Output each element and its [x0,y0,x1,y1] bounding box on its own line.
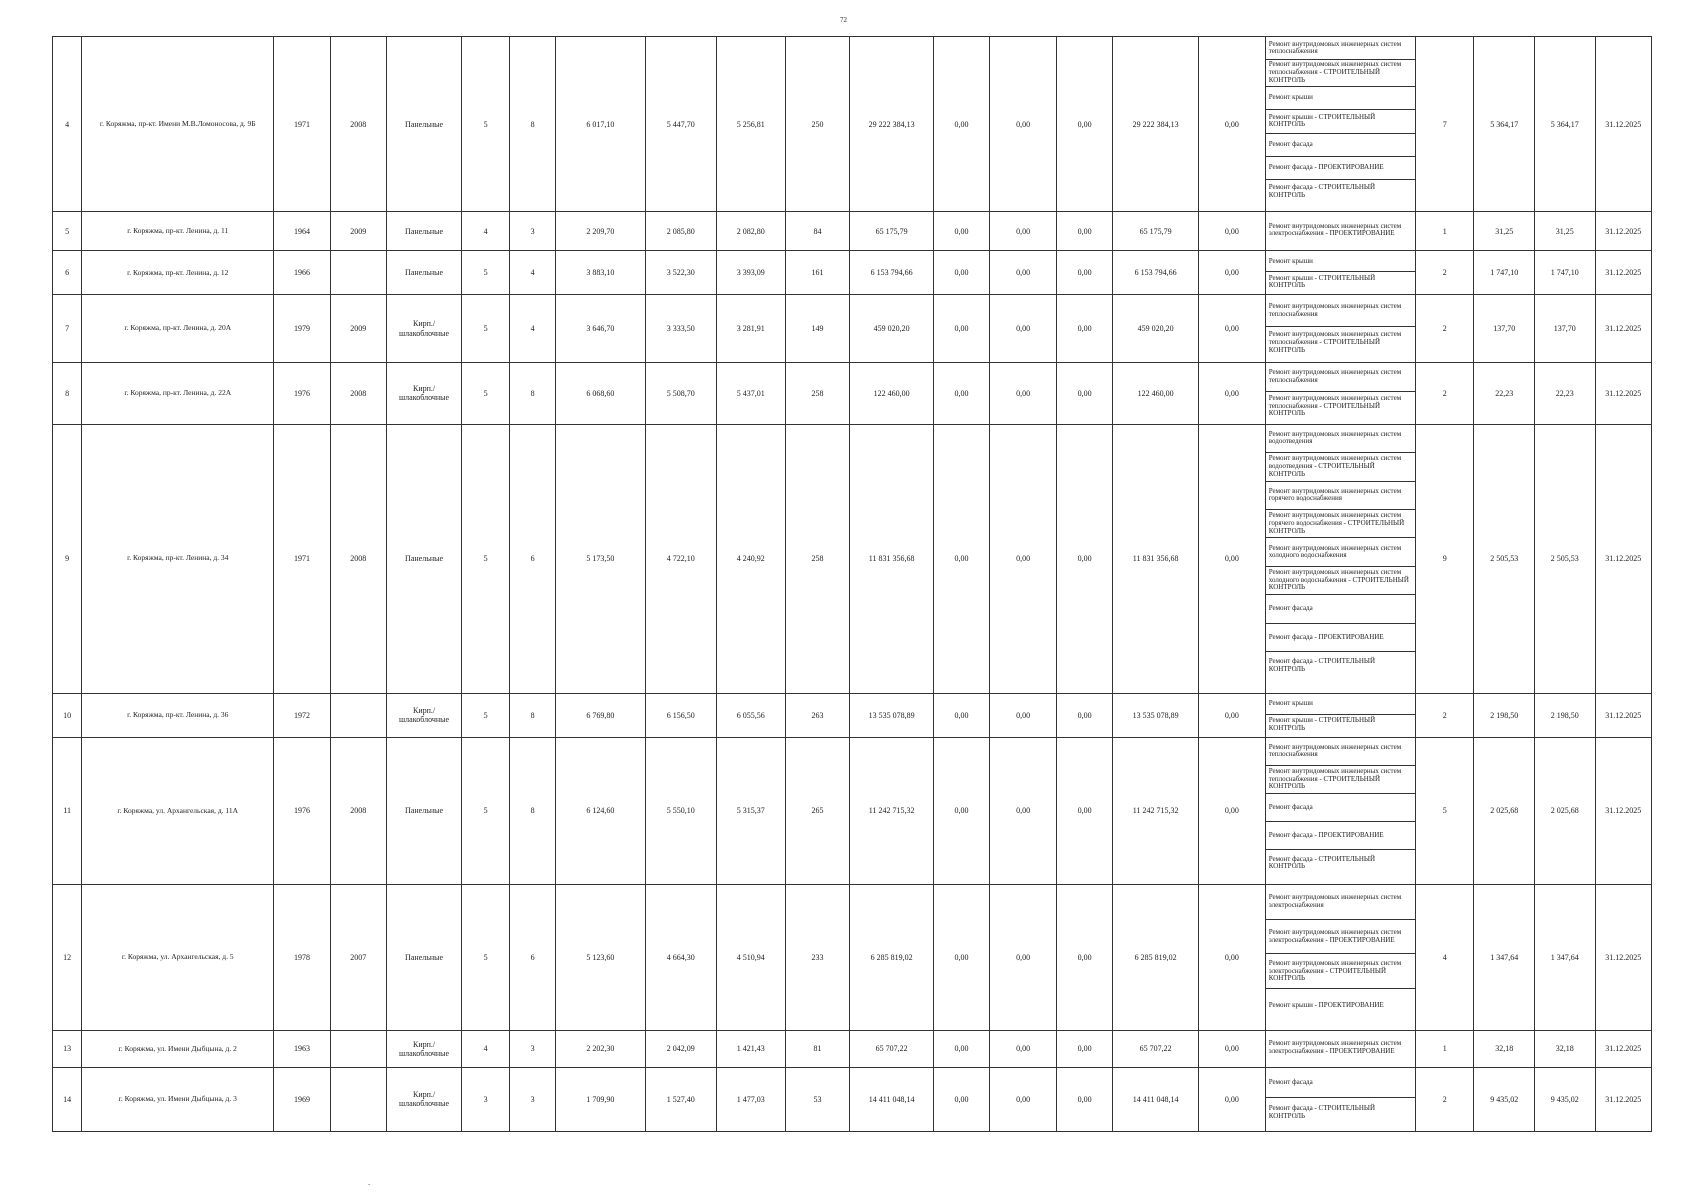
work-item: Ремонт фасада [1268,1077,1313,1086]
federal-fund-cell: 0,00 [933,251,989,295]
year-overhaul-cell: 2009 [330,295,386,362]
row-number: 10 [53,693,82,737]
floors-cell: 5 [462,362,510,424]
unit-limit-cell: 1 347,64 [1534,884,1595,1030]
unit-cost-cell: 31,25 [1474,212,1535,251]
living-area-cell: 5 508,70 [645,362,716,424]
unit-cost-cell: 1 347,64 [1474,884,1535,1030]
regional-fund-cell: 0,00 [990,1067,1057,1131]
table-row [53,737,1652,884]
table-row [53,251,1652,295]
work-item: Ремонт внутридомовых инженерных систем водоотведения [1268,429,1402,446]
year-overhaul-cell: 2007 [330,884,386,1030]
work-item: Ремонт фасада - СТРОИТЕЛЬНЫЙ КОНТРОЛЬ [1266,849,1415,877]
total-cost-cell: 11 831 356,68 [850,424,933,693]
residents-cell: 250 [785,37,850,212]
other-fund-cell: 0,00 [1198,212,1265,251]
unit-cost-cell: 137,70 [1474,295,1535,362]
municipal-fund-cell: 0,00 [1056,251,1112,295]
entrances-cell: 4 [510,251,556,295]
year-built-cell: 1966 [274,251,330,295]
total-area-cell: 5 123,60 [556,884,646,1030]
work-item: Ремонт фасада [1266,133,1415,156]
year-built-cell: 1964 [274,212,330,251]
other-fund-cell: 0,00 [1198,424,1265,693]
owners-fund-cell: 6 153 794,66 [1113,251,1199,295]
other-fund-cell: 0,00 [1198,37,1265,212]
living-area-cell: 2 085,80 [645,212,716,251]
work-item: Ремонт внутридомовых инженерных систем горячего водоснабжения [1266,481,1415,509]
work-count-cell: 2 [1416,1067,1474,1131]
floors-cell: 4 [462,212,510,251]
total-area-cell: 6 124,60 [556,737,646,884]
work-item: Ремонт фасада [1266,594,1415,622]
unit-cost-cell: 1 747,10 [1474,251,1535,295]
unit-cost-cell: 2 505,53 [1474,424,1535,693]
deadline-cell: 31.12.2025 [1595,884,1651,1030]
work-types-cell [1265,251,1415,295]
owners-fund-cell: 13 535 078,89 [1113,693,1199,737]
total-area-cell: 5 173,50 [556,424,646,693]
work-item: Ремонт внутридомовых инженерных систем теплоснабжения [1268,742,1402,759]
municipal-fund-cell: 0,00 [1056,212,1112,251]
work-item: Ремонт внутридомовых инженерных систем горячего водоснабжения - СТРОИТЕЛЬНЫЙ КОНТРОЛЬ [1266,509,1415,537]
table-row [53,1031,1652,1068]
residential-area-cell: 4 510,94 [716,884,785,1030]
residents-cell: 258 [785,362,850,424]
wall-material-cell: Панельные [386,251,461,295]
address-cell: г. Коряжма, пр-кт. Ленина, д. 36 [82,693,274,737]
residential-area-cell: 3 281,91 [716,295,785,362]
deadline-cell: 31.12.2025 [1595,1031,1651,1068]
other-fund-cell: 0,00 [1198,1031,1265,1068]
floors-cell: 5 [462,884,510,1030]
work-types-cell [1265,884,1415,1030]
row-number: 11 [53,737,82,884]
work-types-cell [1265,295,1415,362]
wall-material-cell: Кирп./ шлакоблочные [386,1067,461,1131]
year-overhaul-cell: 2008 [330,37,386,212]
total-cost-cell: 6 153 794,66 [850,251,933,295]
row-number: 9 [53,424,82,693]
federal-fund-cell: 0,00 [933,884,989,1030]
residential-area-cell: 1 421,43 [716,1031,785,1068]
work-types-cell [1265,37,1415,212]
work-item: Ремонт крыши [1266,86,1415,109]
floors-cell: 3 [462,1067,510,1131]
work-types-cell [1265,362,1415,424]
regional-fund-cell: 0,00 [990,884,1057,1030]
work-item: Ремонт крыши [1268,256,1313,265]
unit-cost-cell: 2 025,68 [1474,737,1535,884]
total-cost-cell: 459 020,20 [850,295,933,362]
total-area-cell: 6 068,60 [556,362,646,424]
year-built-cell: 1969 [274,1067,330,1131]
deadline-cell: 31.12.2025 [1595,1067,1651,1131]
row-number: 12 [53,884,82,1030]
total-area-cell: 6 017,10 [556,37,646,212]
residential-area-cell: 6 055,56 [716,693,785,737]
owners-fund-cell: 11 242 715,32 [1113,737,1199,884]
municipal-fund-cell: 0,00 [1056,362,1112,424]
year-overhaul-cell: 2008 [330,362,386,424]
work-item: Ремонт внутридомовых инженерных систем холодного водоснабжения [1266,537,1415,565]
work-count-cell: 2 [1416,693,1474,737]
year-overhaul-cell [330,1067,386,1131]
entrances-cell: 8 [510,37,556,212]
federal-fund-cell: 0,00 [933,424,989,693]
work-count-cell: 7 [1416,37,1474,212]
year-overhaul-cell: 2009 [330,212,386,251]
owners-fund-cell: 14 411 048,14 [1113,1067,1199,1131]
unit-limit-cell: 31,25 [1534,212,1595,251]
address-cell: г. Коряжма, ул. Имени Дыбцына, д. 3 [82,1067,274,1131]
year-overhaul-cell: 2008 [330,737,386,884]
work-types-cell [1265,424,1415,693]
deadline-cell: 31.12.2025 [1595,251,1651,295]
total-area-cell: 3 883,10 [556,251,646,295]
residents-cell: 233 [785,884,850,1030]
wall-material-cell: Панельные [386,737,461,884]
total-cost-cell: 13 535 078,89 [850,693,933,737]
work-types-cell [1265,737,1415,884]
work-item: Ремонт фасада - ПРОЕКТИРОВАНИЕ [1266,821,1415,849]
work-types-cell [1265,1067,1415,1131]
row-number: 8 [53,362,82,424]
living-area-cell: 3 333,50 [645,295,716,362]
table-row [53,295,1652,362]
work-item: Ремонт крыши - СТРОИТЕЛЬНЫЙ КОНТРОЛЬ [1266,109,1415,132]
owners-fund-cell: 11 831 356,68 [1113,424,1199,693]
year-built-cell: 1976 [274,737,330,884]
work-count-cell: 5 [1416,737,1474,884]
wall-material-cell: Кирп./ шлакоблочные [386,362,461,424]
work-item: Ремонт крыши - ПРОЕКТИРОВАНИЕ [1266,988,1415,1023]
federal-fund-cell: 0,00 [933,362,989,424]
other-fund-cell: 0,00 [1198,251,1265,295]
work-item: Ремонт внутридомовых инженерных систем электроснабжения - СТРОИТЕЛЬНЫЙ КОНТРОЛЬ [1266,953,1415,988]
municipal-fund-cell: 0,00 [1056,737,1112,884]
regional-fund-cell: 0,00 [990,362,1057,424]
entrances-cell: 3 [510,1031,556,1068]
work-item: Ремонт фасада - СТРОИТЕЛЬНЫЙ КОНТРОЛЬ [1266,651,1415,679]
address-cell: г. Коряжма, ул. Архангельская, д. 5 [82,884,274,1030]
address-cell: г. Коряжма, ул. Архангельская, д. 11А [82,737,274,884]
unit-limit-cell: 2 025,68 [1534,737,1595,884]
owners-fund-cell: 65 707,22 [1113,1031,1199,1068]
total-cost-cell: 65 707,22 [850,1031,933,1068]
year-built-cell: 1978 [274,884,330,1030]
living-area-cell: 5 550,10 [645,737,716,884]
address-cell: г. Коряжма, ул. Имени Дыбцына, д. 2 [82,1031,274,1068]
unit-cost-cell: 9 435,02 [1474,1067,1535,1131]
work-item: Ремонт внутридомовых инженерных систем водоотведения - СТРОИТЕЛЬНЫЙ КОНТРОЛЬ [1266,452,1415,480]
floors-cell: 5 [462,737,510,884]
wall-material-cell: Кирп./ шлакоблочные [386,693,461,737]
other-fund-cell: 0,00 [1198,1067,1265,1131]
residents-cell: 161 [785,251,850,295]
total-area-cell: 3 646,70 [556,295,646,362]
total-cost-cell: 14 411 048,14 [850,1067,933,1131]
work-count-cell: 1 [1416,1031,1474,1068]
work-item: Ремонт внутридомовых инженерных систем электроснабжения - ПРОЕКТИРОВАНИЕ [1266,919,1415,954]
work-item: Ремонт внутридомовых инженерных систем теплоснабжения [1268,302,1402,318]
work-item: Ремонт внутридомовых инженерных систем теплоснабжения - СТРОИТЕЛЬНЫЙ КОНТРОЛЬ [1266,765,1415,793]
unit-limit-cell: 5 364,17 [1534,37,1595,212]
wall-material-cell: Панельные [386,884,461,1030]
row-number: 7 [53,295,82,362]
year-built-cell: 1971 [274,424,330,693]
living-area-cell: 5 447,70 [645,37,716,212]
year-overhaul-cell [330,1031,386,1068]
address-cell: г. Коряжма, пр-кт. Ленина, д. 12 [82,251,274,295]
deadline-cell: 31.12.2025 [1595,424,1651,693]
work-item: Ремонт внутридомовых инженерных систем электроснабжения - ПРОЕКТИРОВАНИЕ [1268,221,1402,238]
table-row [53,37,1652,212]
unit-limit-cell: 22,23 [1534,362,1595,424]
owners-fund-cell: 65 175,79 [1113,212,1199,251]
work-types-cell [1265,212,1415,251]
owners-fund-cell: 29 222 384,13 [1113,37,1199,212]
unit-cost-cell: 2 198,50 [1474,693,1535,737]
work-count-cell: 2 [1416,362,1474,424]
deadline-cell: 31.12.2025 [1595,212,1651,251]
entrances-cell: 3 [510,212,556,251]
regional-fund-cell: 0,00 [990,1031,1057,1068]
other-fund-cell: 0,00 [1198,362,1265,424]
work-item: Ремонт внутридомовых инженерных систем теплоснабжения - СТРОИТЕЛЬНЫЙ КОНТРОЛЬ [1266,59,1415,85]
table-row [53,362,1652,424]
entrances-cell: 6 [510,884,556,1030]
floors-cell: 5 [462,693,510,737]
wall-material-cell: Кирп./ шлакоблочные [386,1031,461,1068]
work-count-cell: 4 [1416,884,1474,1030]
federal-fund-cell: 0,00 [933,737,989,884]
stray-mark: - [368,1180,371,1188]
municipal-fund-cell: 0,00 [1056,424,1112,693]
work-types-cell [1265,693,1415,737]
living-area-cell: 2 042,09 [645,1031,716,1068]
table-row [53,693,1652,737]
work-count-cell: 2 [1416,251,1474,295]
regional-fund-cell: 0,00 [990,37,1057,212]
address-cell: г. Коряжма, пр-кт. Ленина, д. 20А [82,295,274,362]
federal-fund-cell: 0,00 [933,212,989,251]
municipal-fund-cell: 0,00 [1056,37,1112,212]
entrances-cell: 8 [510,693,556,737]
repair-program-table [52,36,1652,1132]
year-overhaul-cell [330,251,386,295]
unit-cost-cell: 32,18 [1474,1031,1535,1068]
work-item: Ремонт фасада - ПРОЕКТИРОВАНИЕ [1266,623,1415,651]
federal-fund-cell: 0,00 [933,295,989,362]
owners-fund-cell: 459 020,20 [1113,295,1199,362]
work-item: Ремонт фасада - СТРОИТЕЛЬНЫЙ КОНТРОЛЬ [1266,1097,1415,1128]
other-fund-cell: 0,00 [1198,737,1265,884]
floors-cell: 5 [462,251,510,295]
floors-cell: 5 [462,424,510,693]
total-area-cell: 1 709,90 [556,1067,646,1131]
entrances-cell: 8 [510,737,556,884]
total-cost-cell: 65 175,79 [850,212,933,251]
deadline-cell: 31.12.2025 [1595,37,1651,212]
entrances-cell: 4 [510,295,556,362]
deadline-cell: 31.12.2025 [1595,693,1651,737]
floors-cell: 5 [462,37,510,212]
total-cost-cell: 29 222 384,13 [850,37,933,212]
table-row [53,884,1652,1030]
floors-cell: 5 [462,295,510,362]
residential-area-cell: 2 082,80 [716,212,785,251]
residential-area-cell: 5 256,81 [716,37,785,212]
row-number: 14 [53,1067,82,1131]
living-area-cell: 4 722,10 [645,424,716,693]
owners-fund-cell: 122 460,00 [1113,362,1199,424]
federal-fund-cell: 0,00 [933,693,989,737]
unit-limit-cell: 32,18 [1534,1031,1595,1068]
regional-fund-cell: 0,00 [990,424,1057,693]
table-row [53,212,1652,251]
floors-cell: 4 [462,1031,510,1068]
municipal-fund-cell: 0,00 [1056,1031,1112,1068]
work-item: Ремонт внутридомовых инженерных систем холодного водоснабжения - СТРОИТЕЛЬНЫЙ КОНТРОЛЬ [1266,566,1415,594]
municipal-fund-cell: 0,00 [1056,693,1112,737]
residents-cell: 265 [785,737,850,884]
deadline-cell: 31.12.2025 [1595,295,1651,362]
residential-area-cell: 4 240,92 [716,424,785,693]
residential-area-cell: 5 315,37 [716,737,785,884]
row-number: 5 [53,212,82,251]
living-area-cell: 4 664,30 [645,884,716,1030]
federal-fund-cell: 0,00 [933,1067,989,1131]
municipal-fund-cell: 0,00 [1056,295,1112,362]
residential-area-cell: 1 477,03 [716,1067,785,1131]
work-types-cell [1265,1031,1415,1068]
total-cost-cell: 11 242 715,32 [850,737,933,884]
address-cell: г. Коряжма, пр-кт. Ленина, д. 11 [82,212,274,251]
work-item: Ремонт внутридомовых инженерных систем теплоснабжения - СТРОИТЕЛЬНЫЙ КОНТРОЛЬ [1266,326,1415,358]
work-count-cell: 1 [1416,212,1474,251]
work-item: Ремонт внутридомовых инженерных систем электроснабжения - ПРОЕКТИРОВАНИЕ [1268,1039,1402,1056]
table-row [53,424,1652,693]
regional-fund-cell: 0,00 [990,693,1057,737]
federal-fund-cell: 0,00 [933,1031,989,1068]
year-overhaul-cell: 2008 [330,424,386,693]
work-item: Ремонт фасада - СТРОИТЕЛЬНЫЙ КОНТРОЛЬ [1266,179,1415,202]
residents-cell: 263 [785,693,850,737]
living-area-cell: 6 156,50 [645,693,716,737]
unit-cost-cell: 5 364,17 [1474,37,1535,212]
unit-limit-cell: 2 505,53 [1534,424,1595,693]
residential-area-cell: 3 393,09 [716,251,785,295]
unit-limit-cell: 2 198,50 [1534,693,1595,737]
work-item: Ремонт фасада - ПРОЕКТИРОВАНИЕ [1266,156,1415,179]
work-item: Ремонт крыши [1268,698,1313,707]
municipal-fund-cell: 0,00 [1056,1067,1112,1131]
address-cell: г. Коряжма, пр-кт. Ленина, д. 34 [82,424,274,693]
work-item: Ремонт внутридомовых инженерных систем теплоснабжения [1268,39,1402,56]
living-area-cell: 1 527,40 [645,1067,716,1131]
row-number: 6 [53,251,82,295]
entrances-cell: 8 [510,362,556,424]
year-overhaul-cell [330,693,386,737]
year-built-cell: 1979 [274,295,330,362]
other-fund-cell: 0,00 [1198,295,1265,362]
other-fund-cell: 0,00 [1198,884,1265,1030]
work-item: Ремонт внутридомовых инженерных систем теплоснабжения [1268,368,1402,384]
residents-cell: 84 [785,212,850,251]
regional-fund-cell: 0,00 [990,251,1057,295]
wall-material-cell: Панельные [386,424,461,693]
total-cost-cell: 122 460,00 [850,362,933,424]
other-fund-cell: 0,00 [1198,693,1265,737]
living-area-cell: 3 522,30 [645,251,716,295]
wall-material-cell: Панельные [386,212,461,251]
residents-cell: 53 [785,1067,850,1131]
federal-fund-cell: 0,00 [933,37,989,212]
unit-limit-cell: 1 747,10 [1534,251,1595,295]
row-number: 4 [53,37,82,212]
unit-limit-cell: 9 435,02 [1534,1067,1595,1131]
total-cost-cell: 6 285 819,02 [850,884,933,1030]
year-built-cell: 1976 [274,362,330,424]
year-built-cell: 1971 [274,37,330,212]
year-built-cell: 1972 [274,693,330,737]
unit-limit-cell: 137,70 [1534,295,1595,362]
work-item: Ремонт крыши - СТРОИТЕЛЬНЫЙ КОНТРОЛЬ [1266,271,1415,292]
residents-cell: 149 [785,295,850,362]
total-area-cell: 2 202,30 [556,1031,646,1068]
table-row [53,1067,1652,1131]
address-cell: г. Коряжма, пр-кт. Ленина, д. 22А [82,362,274,424]
deadline-cell: 31.12.2025 [1595,362,1651,424]
unit-cost-cell: 22,23 [1474,362,1535,424]
wall-material-cell: Кирп./ шлакоблочные [386,295,461,362]
address-cell: г. Коряжма, пр-кт. Имени М.В.Ломоносова, д. 9Б [82,37,274,212]
deadline-cell: 31.12.2025 [1595,737,1651,884]
work-item: Ремонт внутридомовых инженерных систем электроснабжения [1268,893,1402,909]
wall-material-cell: Панельные [386,37,461,212]
entrances-cell: 6 [510,424,556,693]
work-item: Ремонт фасада [1266,793,1415,821]
entrances-cell: 3 [510,1067,556,1131]
municipal-fund-cell: 0,00 [1056,884,1112,1030]
regional-fund-cell: 0,00 [990,737,1057,884]
work-item: Ремонт внутридомовых инженерных систем теплоснабжения - СТРОИТЕЛЬНЫЙ КОНТРОЛЬ [1266,391,1415,421]
total-area-cell: 6 769,80 [556,693,646,737]
residents-cell: 258 [785,424,850,693]
residents-cell: 81 [785,1031,850,1068]
year-built-cell: 1963 [274,1031,330,1068]
total-area-cell: 2 209,70 [556,212,646,251]
regional-fund-cell: 0,00 [990,295,1057,362]
page-number: 72 [840,16,847,24]
regional-fund-cell: 0,00 [990,212,1057,251]
work-item: Ремонт крыши - СТРОИТЕЛЬНЫЙ КОНТРОЛЬ [1266,714,1415,735]
row-number: 13 [53,1031,82,1068]
residential-area-cell: 5 437,01 [716,362,785,424]
owners-fund-cell: 6 285 819,02 [1113,884,1199,1030]
work-count-cell: 9 [1416,424,1474,693]
work-count-cell: 2 [1416,295,1474,362]
